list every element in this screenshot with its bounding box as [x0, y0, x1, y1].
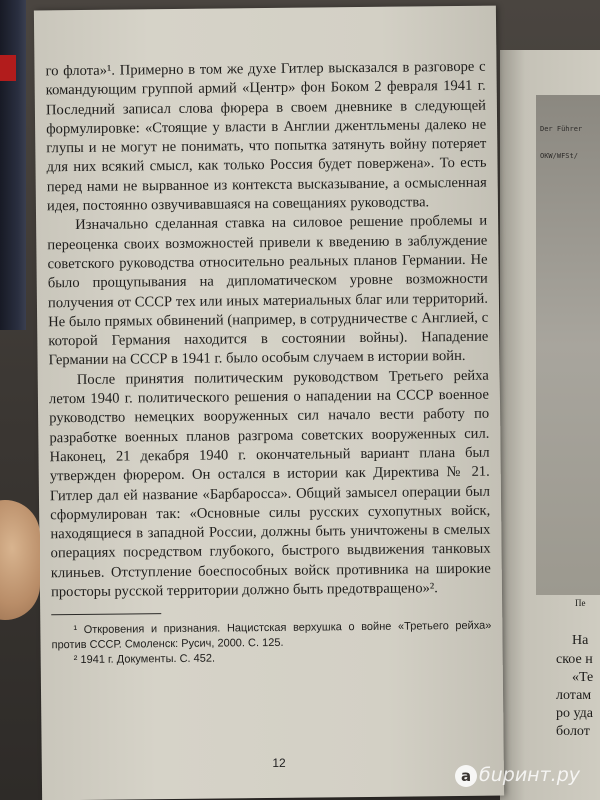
finger [0, 500, 40, 620]
page-text [45, 58, 491, 669]
watermark [455, 764, 580, 787]
book-cover-edge [0, 0, 26, 330]
paragraph: го флота»¹. Примерно в том же духе Гитлер высказался в разговоре с командующим группой армий «Центр» фон Боком 2 февраля 1941 г. Последний записал слова фюрера в своем дневнике в следующей формулировке: «Стоящие у власти в Англии джентльмены далеко не глупы и не могут не понимать, что попытка затянуть войну потеряет для них всякий смысл, как только Россия будет повержена». То есть перед нами не вырванное из контекста высказывание, а осмысленная идея, постоянно озвучивавшаяся на совещаниях руководства. [45, 58, 487, 215]
footnote-divider [51, 613, 161, 615]
footnote: ¹ Откровения и признания. Нацистская верхушка о войне «Третьего рейха» против СССР. Смоленск: Русич, 2000. С. 125. [51, 619, 492, 652]
right-text-fragment: На [572, 633, 589, 648]
footnote: ² 1941 г. Документы. С. 452. [73, 652, 216, 667]
right-text-fragment: ское н [556, 652, 593, 667]
cover-red-mark [0, 55, 16, 81]
paragraph: Изначально сделанная ставка на силовое решение проблемы и переоценка своих возможностей привели к введению в заблуждение советского руководства относительно реальных планов Германии. Не было прощупывания на дипломатическом уровне возможности получения от СССР тех или иных материальных благ или территорий. Не было прямых обвинений (например, в сотрудничестве с Англией, с которой Германия находится в состоянии войны). Нападение Германии на СССР в 1941 г. было особым случаем в истории войн. [47, 213, 489, 369]
document-photo [536, 95, 600, 595]
right-text-fragment: «Те [572, 670, 594, 685]
right-text-fragment: болот [556, 724, 590, 739]
right-text-fragment: лотам [556, 688, 592, 703]
labirint-logo-icon: а [455, 765, 477, 787]
page-number: 12 [272, 756, 286, 770]
photo-line: Der Führer [540, 125, 583, 133]
right-text-fragment: ро уда [556, 706, 593, 721]
photo-caption-fragment: Пе [575, 598, 586, 608]
watermark-text: бuринт.ру [479, 764, 581, 786]
paragraph: После принятия политическим руководством Третьего рейха летом 1940 г. политического решения о нападении на СССР военное руководство немецких вооруженных сил начало вести работу по разработке военных планов разгрома советских вооруженных сил. Наконец, 21 декабря 1940 г. окончательный вариант плана был утвержден фюрером. Он остался в истории как Директива № 21. Гитлер дал ей название «Барбаросса». Общий замысел операции был сформулирован так: «Основные силы русских сухопутных войск, находящиеся в западной России, должны быть уничтожены в смелых операциях посредством глубокого, быстрого выдвижения танковых клиньев. Отступление боеспособных войск противника на широкие просторы русской территории должно быть предотвращено»². [48, 367, 491, 601]
photo-line: OKW/WFSt/ [540, 152, 578, 160]
